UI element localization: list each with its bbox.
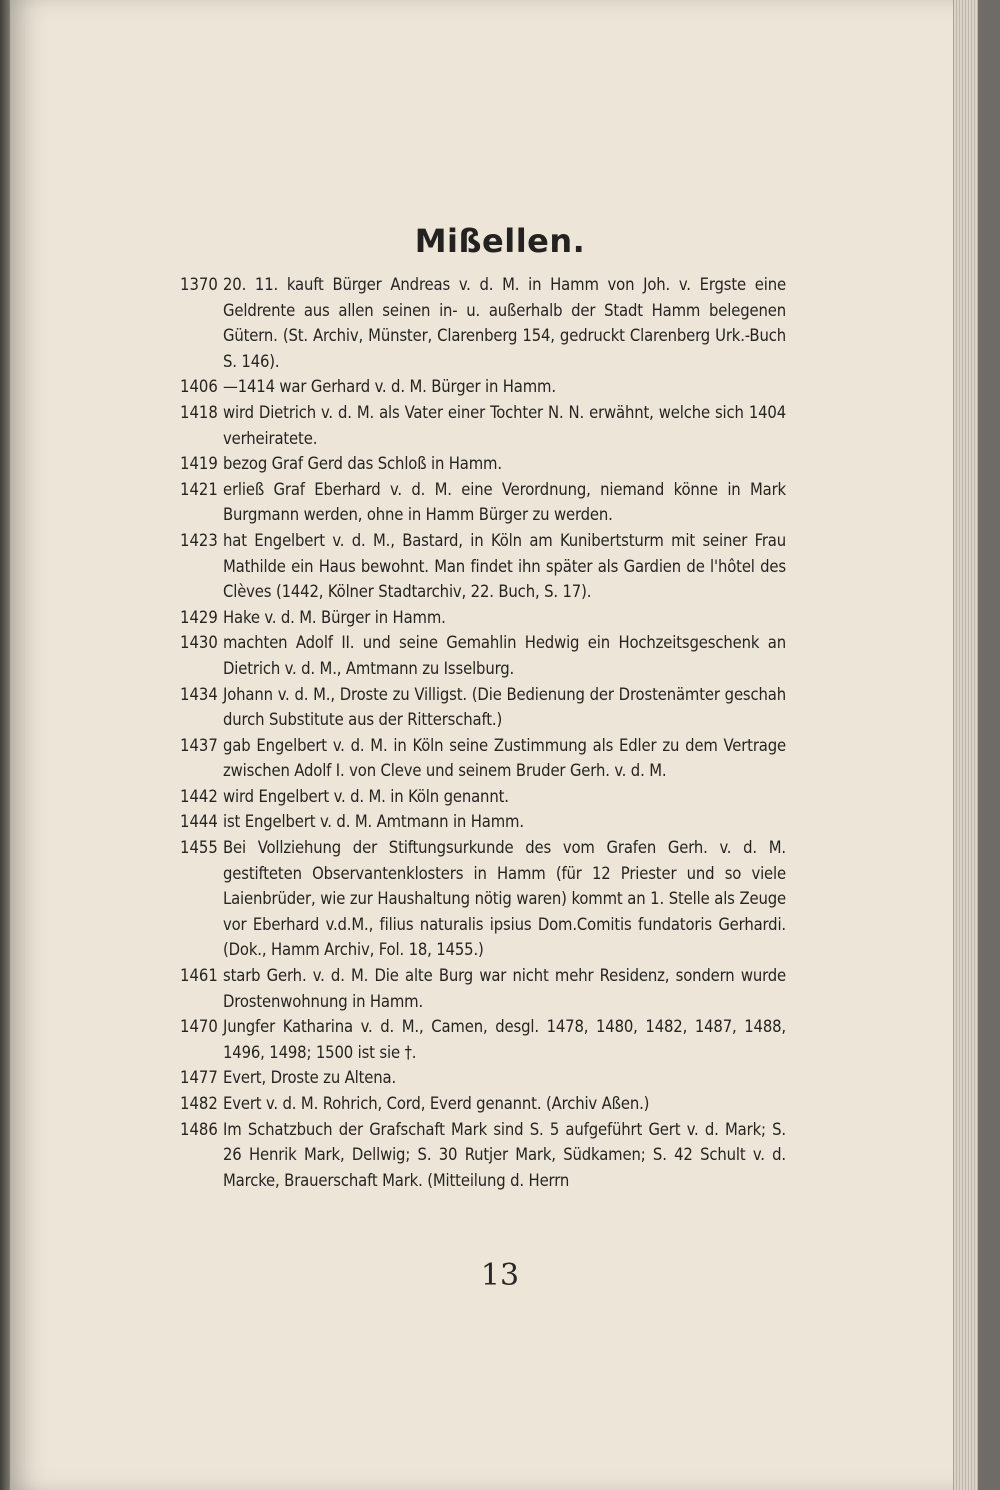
chronicle-entry [180,1117,786,1194]
entry-year: 1455 [180,838,218,858]
entry-text: Im Schatzbuch der Grafschaft Mark sind S. 5 aufgeführt Gert v. d. Mark; S. 26 Henrik Mark, Dellwig; S. 30 Rutjer Mark, Südkamen; S. 42 Schult v. d. Marcke, Brauerschaft Mark. (Mitteilung d. Herrn [223,1119,786,1190]
entry-text: Johann v. d. M., Droste zu Villigst. (Die Bedienung der Drostenämter geschah durch Substitute aus der Ritterschaft.) [223,684,786,730]
entry-text: Bei Vollziehung der Stiftungsurkunde des vom Grafen Gerh. v. d. M. gestifteten Observantenklosters in Hamm (für 12 Priester und so viele Laienbrüder, wie zur Haushaltung nötig waren) kommt an 1. Stelle als Zeuge vor Eberhard v.d.M., filius naturalis ipsius Dom.Comitis fundatoris Gerhardi. (Dok., Hamm Archiv, Fol. 18, 1455.) [223,838,786,960]
chronicle-entry [180,809,786,835]
entry-text: hat Engelbert v. d. M., Bastard, in Köln am Kunibertsturm mit seiner Frau Mathilde ein Haus bewohnt. Man findet ihn später als Gardien de l'hôtel des Clèves (1442, Kölner Stadtarchiv, 22. Buch, S. 17). [223,530,786,602]
chronicle-entry [180,630,786,681]
entry-year: 1429 [180,607,218,627]
entry-text: Evert, Droste zu Altena. [223,1068,397,1088]
chronicle-entry [180,784,786,810]
entry-year: 1406 [180,377,218,397]
entry-text: wird Dietrich v. d. M. als Vater einer Tochter N. N. erwähnt, welche sich 1404 verheiratete. [223,402,786,448]
chronicle-entry [180,451,786,477]
entry-year: 1418 [180,402,218,422]
chronicle-entry [180,374,786,400]
entry-text: —1414 war Gerhard v. d. M. Bürger in Hamm. [223,377,556,397]
chronicle-entries [180,272,786,1193]
entry-text: gab Engelbert v. d. M. in Köln seine Zustimmung als Edler zu dem Vertrage zwischen Adolf I. von Cleve und seinem Bruder Gerh. v. d. M. [223,735,786,781]
chronicle-entry [180,477,786,528]
entry-text: wird Engelbert v. d. M. in Köln genannt. [223,786,509,806]
entry-year: 1423 [180,530,218,550]
entry-text: ist Engelbert v. d. M. Amtmann in Hamm. [223,812,524,832]
chronicle-entry [180,272,786,374]
page-heading: Mißellen. [414,222,586,260]
entry-year: 1437 [180,735,218,755]
chronicle-entry [180,605,786,631]
entry-year: 1434 [180,684,218,704]
entry-text: starb Gerh. v. d. M. Die alte Burg war nicht mehr Residenz, sondern wurde Drostenwohnung in Hamm. [223,966,786,1011]
entry-year: 1370 [180,275,218,294]
entry-text: Hake v. d. M. Bürger in Hamm. [223,607,446,627]
entry-year: 1486 [180,1119,218,1139]
chronicle-entry [180,835,786,963]
chronicle-entry [180,963,786,1014]
entry-year: 1470 [180,1017,218,1037]
page-number: 13 [480,1258,520,1293]
entry-text: machten Adolf II. und seine Gemahlin Hedwig ein Hochzeitsgeschenk an Dietrich v. d. M., Amtmann zu Isselburg. [223,633,786,678]
entry-text: Evert v. d. M. Rohrich, Cord, Everd genannt. (Archiv Aßen.) [223,1094,650,1113]
chronicle-entry [180,682,786,733]
chronicle-entry [180,1091,786,1117]
entry-year: 1442 [180,786,218,806]
entry-text: Jungfer Katharina v. d. M., Camen, desgl. 1478, 1480, 1482, 1487, 1488, 1496, 1498; 1500 ist sie †. [223,1017,786,1062]
entry-year: 1482 [180,1094,218,1113]
entry-text: 20. 11. kauft Bürger Andreas v. d. M. in Hamm von Joh. v. Ergste eine Geldrente aus allen seinen in- u. außerhalb der Stadt Hamm belegenen Gütern. (St. Archiv, Münster, Clarenberg 154, gedruckt Clarenberg Urk.-Buch S. 146). [223,275,786,371]
entry-year: 1461 [180,966,218,986]
entry-year: 1430 [180,633,218,653]
chronicle-entry [180,733,786,784]
chronicle-entry [180,1065,786,1091]
chronicle-entry [180,400,786,451]
entry-year: 1419 [180,454,218,474]
entry-text: bezog Graf Gerd das Schloß in Hamm. [223,454,502,474]
chronicle-entry [180,1014,786,1065]
entry-year: 1477 [180,1068,218,1088]
chronicle-entry [180,528,786,605]
entry-year: 1421 [180,479,218,499]
entry-year: 1444 [180,812,218,832]
entry-text: erließ Graf Eberhard v. d. M. eine Verordnung, niemand könne in Mark Burgmann werden, ohne in Hamm Bürger zu werden. [223,479,786,525]
